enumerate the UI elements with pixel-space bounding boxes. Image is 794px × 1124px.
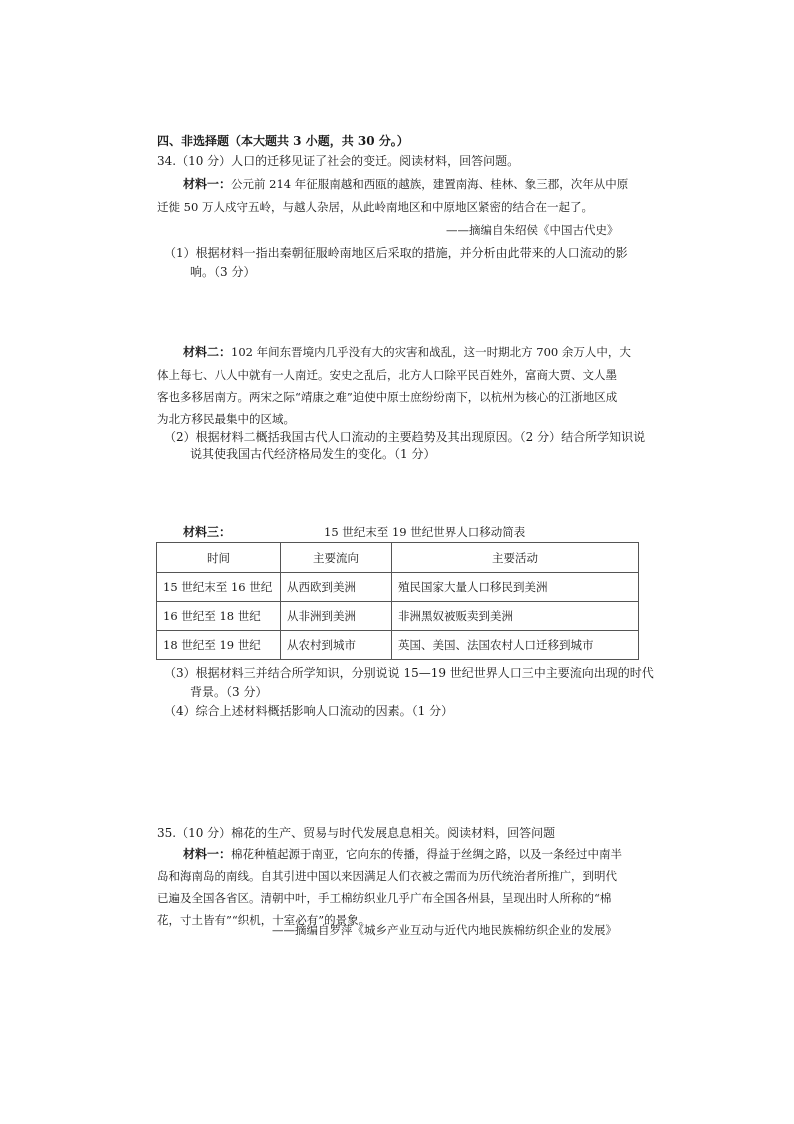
material-label: 材料一：	[183, 847, 232, 861]
material-label: 材料二：	[183, 345, 232, 359]
table-cell: 16 世纪至 18 世纪	[157, 602, 281, 631]
question-35-stem: 35.（10 分）棉花的生产、贸易与时代发展息息相关。阅读材料，回答问题	[157, 826, 556, 840]
material-source: ——摘编自罗萍《城乡产业互动与近代内地民族棉纺织企业的发展》	[272, 923, 617, 937]
table-cell: 从非洲到美洲	[281, 602, 392, 631]
table-cell: 英国、美国、法国农村人口迁移到城市	[392, 631, 639, 660]
table-cell: 18 世纪至 19 世纪	[157, 631, 281, 660]
table-row	[157, 573, 639, 602]
material-text: 客也多移居南方。两宋之际“靖康之难”迫使中原士庶纷纷南下，以杭州为核心的江浙地区成	[157, 390, 618, 404]
material-text: 102 年间东晋境内几乎没有大的灾害和战乱，这一时期北方 700 余万人中，大	[231, 345, 631, 359]
table-header-row	[157, 543, 639, 573]
table-cell: 非洲黑奴被贩卖到美洲	[392, 602, 639, 631]
table-cell: 殖民国家大量人口移民到美洲	[392, 573, 639, 602]
material-label: 材料一：	[183, 177, 232, 191]
material-text: 公元前 214 年征服南越和西瓯的越族，建置南海、桂林、象三郡，次年从中原	[231, 177, 629, 191]
table-row	[157, 631, 639, 660]
section-title: 四、非选择题（本大题共 3 小题，共 30 分。）	[157, 134, 409, 148]
material-text: 棉花种植起源于南亚，它向东的传播，得益于丝绸之路，以及一条经过中南半	[231, 847, 623, 861]
table-header-cell: 主要活动	[392, 543, 639, 573]
table-title: 15 世纪末至 19 世纪世界人口移动简表	[324, 525, 526, 539]
table-header-cell: 主要流向	[281, 543, 392, 573]
material-text: 迁徙 50 万人戍守五岭，与越人杂居，从此岭南地区和中原地区紧密的结合在一起了。	[157, 200, 593, 214]
material-text: 体上每七、八人中就有一人南迁。安史之乱后，北方人口除平民百姓外，富商大贾、文人墨	[157, 368, 617, 382]
table-cell: 15 世纪末至 16 世纪	[157, 573, 281, 602]
material-text: 为北方移民最集中的区域。	[157, 412, 295, 426]
material-label: 材料三：	[183, 525, 232, 539]
table-cell: 从农村到城市	[281, 631, 392, 660]
material-text: 花，寸土皆有”“织机，十室必有”的景象。	[157, 913, 371, 927]
question-34-stem: 34.（10 分）人口的迁移见证了社会的变迁。阅读材料，回答问题。	[157, 154, 520, 168]
table-cell: 从西欧到美洲	[281, 573, 392, 602]
material-text: 已遍及全国各省区。清朝中叶，手工棉纺织业几乎广布全国各州县，呈现出时人所称的“棉	[157, 891, 612, 905]
material-source: ——摘编自朱绍侯《中国古代史》	[446, 223, 619, 237]
material-text: 岛和海南岛的南线。自其引进中国以来因满足人们衣被之需而为历代统治者所推广，到明代	[157, 869, 617, 883]
table-row	[157, 602, 639, 631]
q34-subquestion-4: （4）综合上述材料概括影响人口流动的因素。（1 分）	[164, 704, 454, 718]
migration-table	[156, 542, 639, 660]
table-header-cell: 时间	[157, 543, 281, 573]
